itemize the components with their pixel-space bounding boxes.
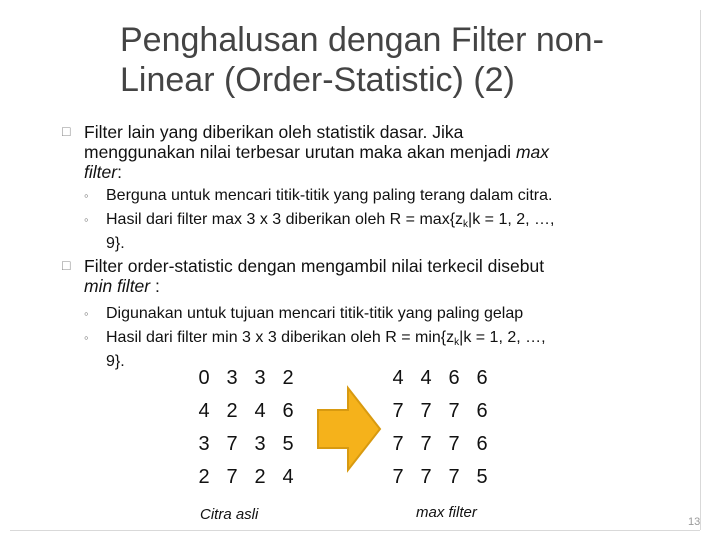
sub-bullet-marker: ◦ <box>84 330 89 345</box>
grid-cell: 7 <box>420 466 432 488</box>
grid-cell: 6 <box>282 400 294 422</box>
sub-bullet-marker: ◦ <box>84 188 89 203</box>
grid-cell: 2 <box>254 466 266 488</box>
bullet-1-sub-2-text-a: Hasil dari filter max 3 x 3 diberikan oleh R = max{z <box>106 211 464 228</box>
grid-cell: 5 <box>282 433 294 455</box>
bullet-1-sub-2-line-2: 9}. <box>106 235 125 252</box>
bullet-1-colon: : <box>117 162 122 182</box>
bullet-1-line-3 <box>84 162 684 182</box>
grid-cell: 7 <box>226 433 238 455</box>
bullet-1-sub-2-subscript: k <box>463 219 469 230</box>
bullet-1-sub-2-text-b: |k = 1, 2, …, <box>468 211 555 228</box>
bullet-1-sub-1-text: Berguna untuk mencari titik-titik yang paling terang dalam citra. <box>106 187 553 204</box>
bullet-1-line-2-text: menggunakan nilai terbesar urutan maka akan menjadi <box>84 142 516 162</box>
output-grid-caption: max filter <box>416 504 477 521</box>
page-number: 13 <box>688 516 701 528</box>
slide-border-right <box>700 10 701 530</box>
bullet-2-sub-1-text: Digunakan untuk tujuan mencari titik-titik yang paling gelap <box>106 305 524 322</box>
right-arrow-icon <box>316 384 382 474</box>
grid-cell: 6 <box>476 367 488 389</box>
bullet-1-sub-1 <box>84 186 686 205</box>
bullet-1-max-term: max <box>515 142 549 162</box>
input-grid-caption: Citra asli <box>200 506 259 523</box>
bullet-2-sub-2-subscript: k <box>454 337 460 348</box>
grid-cell: 7 <box>392 466 404 488</box>
grid-cell: 4 <box>254 400 266 422</box>
bullet-1-filter-term: filter <box>84 162 118 182</box>
slide-title: Penghalusan dengan Filter non-Linear (Order-Statistic) (2) <box>120 21 604 99</box>
grid-cell: 2 <box>198 466 210 488</box>
bullet-2-line-1: Filter order-statistic dengan mengambil nilai terkecil disebut <box>84 256 545 276</box>
grid-cell: 7 <box>392 433 404 455</box>
bullet-1-line-2 <box>84 142 684 162</box>
grid-cell: 7 <box>392 400 404 422</box>
bullet-2-sub-1 <box>84 304 686 323</box>
grid-cell: 3 <box>254 433 266 455</box>
bullet-1 <box>62 122 684 182</box>
grid-cell: 5 <box>476 466 488 488</box>
bullet-2 <box>62 256 684 296</box>
bullet-2-sub-2-line-1 <box>106 328 686 352</box>
grid-cell: 7 <box>420 433 432 455</box>
grid-cell: 4 <box>420 367 432 389</box>
sub-bullet-marker: ◦ <box>84 306 89 321</box>
grid-cell: 6 <box>476 400 488 422</box>
grid-cell: 2 <box>282 367 294 389</box>
bullet-1-sub-2 <box>84 210 686 253</box>
grid-cell: 3 <box>198 433 210 455</box>
box-bullet-icon: □ <box>62 257 71 273</box>
grid-cell: 7 <box>448 466 460 488</box>
bullet-1-sub-2-line-1 <box>106 210 686 234</box>
input-image-grid <box>190 362 302 494</box>
sub-bullet-marker: ◦ <box>84 212 89 227</box>
grid-cell: 7 <box>448 433 460 455</box>
grid-cell: 4 <box>392 367 404 389</box>
grid-cell: 0 <box>198 367 210 389</box>
bullet-2-colon: : <box>150 276 160 296</box>
grid-cell: 7 <box>226 466 238 488</box>
grid-cell: 7 <box>420 400 432 422</box>
bullet-2-min-filter-term: min filter <box>84 276 151 296</box>
bullet-2-sub-2-text-b: |k = 1, 2, …, <box>459 329 546 346</box>
bullet-1-line-1: Filter lain yang diberikan oleh statistik dasar. Jika <box>84 122 464 142</box>
bullet-2-sub-2-line-2: 9}. <box>106 353 125 370</box>
output-image-grid <box>384 362 496 494</box>
grid-cell: 4 <box>282 466 294 488</box>
grid-cell: 6 <box>476 433 488 455</box>
grid-cell: 3 <box>226 367 238 389</box>
bullet-2-sub-2-text-a: Hasil dari filter min 3 x 3 diberikan oleh R = min{z <box>106 329 455 346</box>
grid-cell: 3 <box>254 367 266 389</box>
grid-cell: 4 <box>198 400 210 422</box>
slide-border-bottom <box>10 530 700 531</box>
arrow-shape <box>318 388 380 470</box>
grid-cell: 6 <box>448 367 460 389</box>
bullet-2-line-2 <box>84 276 684 296</box>
box-bullet-icon: □ <box>62 123 71 139</box>
grid-cell: 2 <box>226 400 238 422</box>
grid-cell: 7 <box>448 400 460 422</box>
